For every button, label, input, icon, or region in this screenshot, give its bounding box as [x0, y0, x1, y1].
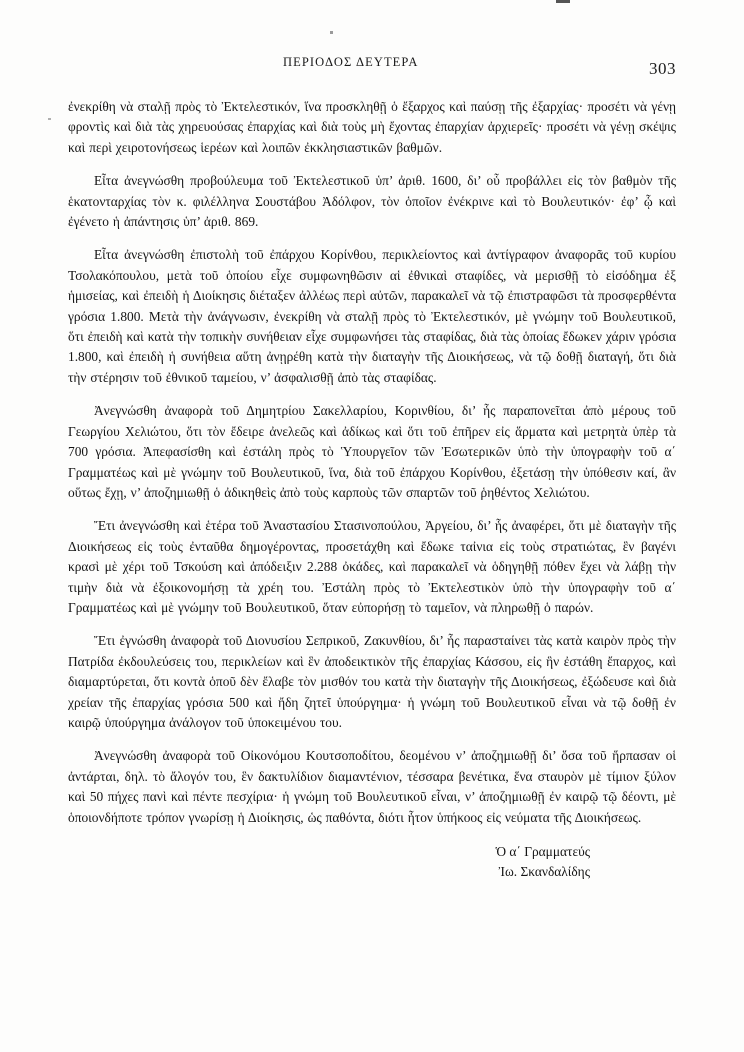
- signature-name: Ἰω. Σκανδαλίδης: [498, 864, 590, 880]
- running-head: [68, 55, 676, 89]
- paragraph-7: Ἀνεγνώσθη ἀναφορὰ τοῦ Οἰκονόμου Κουτσοποδίτου, δεομένου ν’ ἀποζημιωθῇ δι’ ὅσα τοῦ ἥρπασαν οἱ ἀντάρται, δηλ. τὸ ἄλογόν του, ἓν δακτυλίδιον διαμαντένιον, τέσσαρα βενέτικα, ἕνα σταυρὸν μὲ τίμιον ξύλον καὶ 50 πήχες πανὶ καὶ πέντε πεσχίρια· ἡ γνώμη τοῦ Βουλευτικοῦ εἶναι, ν’ ἀποζημιωθῇ ἐν καιρῷ τῷ δέοντι, μὲ ὁποιονδήποτε τρόπον γνωρίσῃ ἡ Διοίκησις, ὡς παθόντα, διότι ἦτον ὑπήκοος εἰς νεύματα τῆς Διοικήσεως.: [68, 748, 676, 825]
- paragraph-1: ἐνεκρίθη νὰ σταλῇ πρὸς τὸ Ἐκτελεστικόν, ἵνα προσκληθῇ ὁ ἔξαρχος καὶ παύσῃ τῆς ἐξαρχίας· προσέτι νὰ γένῃ φροντὶς καὶ διὰ τὰς χηρευούσας ἐπαρχίας καὶ διὰ τοὺς μὴ ἔχοντας ἐπαρχίαν ἀρχιερεῖς· προσέτι νὰ γένῃ σκέψις καὶ περὶ χειροτονήσεως ἱερέων καὶ λοιπῶν ἐκκλησιαστικῶν βαθμῶν.: [68, 99, 676, 155]
- scan-speck-left: [48, 118, 51, 120]
- paragraph-6: Ἔτι ἐγνώσθη ἀναφορὰ τοῦ Διονυσίου Σεπρικοῦ, Ζακυνθίου, δι’ ἧς παρασταίνει τὰς κατὰ καιρὸν πρὸς τὴν Πατρίδα ἐκδουλεύσεις του, περικλείων καὶ ἓν ἀποδεικτικὸν τῆς ἐπαρχίας Κάσσου, εἰς ἣν ἐστάθη ἔπαρχος, καὶ διαμαρτύρεται, ὅτι κοντὰ ὁποῦ δὲν ἔλαβε τὸν μισθόν του κατὰ τὴν διαταγὴν τῆς Διοικήσεως, ἐξώδευσε καὶ διὰ χρείαν τῆς ἐπαρχίας γρόσια 500 καὶ ἤδη ζητεῖ ὑπούργημα· ἡ γνώμη τοῦ Βουλευτικοῦ εἶναι νὰ τῷ δοθῇ ἐν καιρῷ ὑπούργημα ἀνάλογον τοῦ ὑποκειμένου του.: [68, 633, 676, 730]
- signature-title: Ὁ α΄ Γραμματεύς: [495, 844, 590, 859]
- page-content: [68, 0, 676, 883]
- paragraph-2: Εἶτα ἀνεγνώσθη προβούλευμα τοῦ Ἐκτελεστικοῦ ὑπ’ ἀριθ. 1600, δι’ οὗ προβάλλει εἰς τὸν βαθμὸν τῆς ἑκατονταρχίας τὸν κ. φιλέλληνα Σουστάβου Ἀδόλφον, τὸν ὁποῖον ἐνέκρινε καὶ τὸ Βουλευτικόν· ἐφ’ ᾧ καὶ ἐγένετο ἡ ἀπάντησις ὑπ’ ἀριθ. 869.: [68, 173, 676, 230]
- paragraph-3: Εἶτα ἀνεγνώσθη ἐπιστολὴ τοῦ ἐπάρχου Κορίνθου, περικλείοντος καὶ ἀντίγραφον ἀναφορᾶς τοῦ κυρίου Τσολακόπουλου, μετὰ τοῦ ὁποίου εἶχε συμφωνηθῶσιν αἱ ἐθνικαὶ σταφίδες, νὰ μερισθῇ τὸ εἰσόδημα ἐξ ἡμισείας, καὶ ἐπειδὴ ἡ Διοίκησις διέταξεν ἀλλέως περὶ αὐτῶν, παρακαλεῖ νὰ τῷ ἐπιστραφῶσι τὰ προσφερθέντα γρόσια 1.800. Μετὰ τὴν ἀνάγνωσιν, ἐνεκρίθη νὰ σταλῇ πρὸς τὸ Ἐκτελεστικόν, μὲ γνώμην τοῦ Βουλευτικοῦ, ὅτι ἐπειδὴ καὶ κατὰ τὴν τοπικὴν συνήθειαν εἶχε συμφωνήσει τὰς σταφίδας, διὰ τὰς ὁποίας ἔδωκεν χάριν γρόσια 1.800, καὶ ἐπειδὴ ἡ συνήθεια αὕτη ἀνῃρέθη κατὰ τὴν διαταγὴν τῆς Διοικήσεως, νὰ τῷ δοθῇ διαταγή, ὅτι διὰ τὴν στέρησιν τοῦ ἐθνικοῦ ταμείου, ν’ ἀσφαλισθῇ ἀπὸ τὰς σταφίδας.: [68, 247, 676, 385]
- scan-artifact-bottom-edge: [0, 1000, 744, 1004]
- paragraph-4: Ἀνεγνώσθη ἀναφορὰ τοῦ Δημητρίου Σακελλαρίου, Κορινθίου, δι’ ἧς παραπονεῖται ἀπὸ μέρους τοῦ Γεωργίου Χελιώτου, ὅτι τὸν ἔδειρε ἀνελεῶς καὶ ἀδίκως καὶ ὅτι τοῦ ἐπῆρεν εἰς ἅρματα καὶ μετρητὰ ὑπὲρ τὰ 700 γρόσια. Ἀπεφασίσθη καὶ ἐστάλη πρὸς τὸ Ὑπουργεῖον τῶν Ἐσωτερικῶν ὑπὸ τὴν ὑπογραφὴν τοῦ α΄ Γραμματέως καὶ μὲ γνώμην τοῦ Βουλευτικοῦ, ἵνα, διὰ τοῦ ἐπάρχου Κορίνθου, ἐξετάσῃ τὴν ὑπόθεσιν καί, ἂν οὕτως ἔχῃ, ν’ ἀποζημιωθῇ ὁ ἀδικηθεὶς ἀπὸ τοὺς καρποὺς τῶν σπαρτῶν τοῦ ῥηθέντος Χελιώτου.: [68, 403, 676, 500]
- running-head-title: ΠΕΡΙΟΔΟΣ ΔΕΥΤΕΡΑ: [283, 55, 419, 69]
- paragraph-5: Ἔτι ἀνεγνώσθη καὶ ἑτέρα τοῦ Ἀναστασίου Στασινοπούλου, Ἀργείου, δι’ ἧς ἀναφέρει, ὅτι μὲ διαταγὴν τῆς Διοικήσεως εἰς τοὺς ἐνταῦθα δημογέροντας, προσετάχθη καὶ ἔδωκε ταἰνια εἰς τοὺς στρατιώτας, ἓν βαγένι κρασὶ μὲ χέρι τοῦ Τσκούση καὶ ἀπόδειξιν 2.288 ὀκάδες, καὶ παρακαλεῖ νὰ ὁδηγηθῇ πόθεν ἔχει νὰ λάβῃ τὴν τιμὴν διὰ νὰ ἐξοικονομήσῃ τὰ χρέη του. Ἐστάλη πρὸς τὸ Ἐκτελεστικὸν ὑπὸ τὴν ὑπογραφὴν τοῦ α΄ Γραμματέως καὶ μὲ γνώμην τοῦ Βουλευτικοῦ, ὅταν εὐπορήσῃ τὸ ταμεῖον, νὰ πληρωθῇ ὁ παρών.: [68, 518, 676, 615]
- body-text: [68, 97, 676, 828]
- signature-block: [68, 842, 676, 883]
- page-number: 303: [649, 59, 676, 78]
